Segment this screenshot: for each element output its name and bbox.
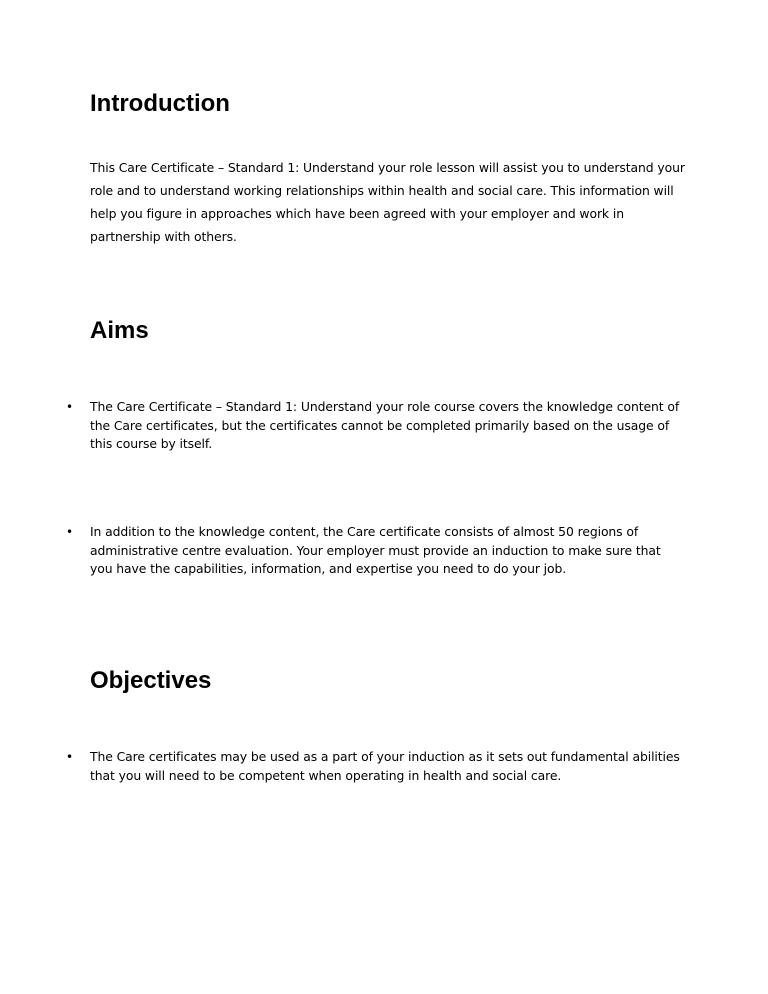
- objectives-heading: Objectives: [90, 667, 212, 694]
- bullet-icon: •: [66, 750, 74, 764]
- objectives-list-item: [66, 748, 686, 785]
- introduction-paragraph: This Care Certificate – Standard 1: Understand your role lesson will assist you to understand your role and to understand working relationships within health and social care. This information will help you figure in approaches which have been agreed with your employer and work in partnership with others.: [90, 160, 685, 244]
- aims-list-item: [66, 523, 686, 579]
- introduction-heading: Introduction: [90, 90, 230, 117]
- bullet-icon: •: [66, 400, 74, 414]
- bullet-icon: •: [66, 525, 74, 539]
- aims-item-text: The Care Certificate – Standard 1: Understand your role course covers the knowledge content of the Care certificates, but the certificates cannot be completed primarily based on the usage of this course by itself.: [90, 399, 680, 451]
- aims-list-item: [66, 398, 686, 454]
- objectives-item-text: The Care certificates may be used as a part of your induction as it sets out fundamental abilities that you will need to be competent when operating in health and social care.: [90, 749, 680, 783]
- aims-item-text: In addition to the knowledge content, the Care certificate consists of almost 50 regions of administrative centre evaluation. Your employer must provide an induction to make sure that you have the capabilities, information, and expertise you need to do your job.: [90, 524, 661, 576]
- aims-heading: Aims: [90, 317, 149, 344]
